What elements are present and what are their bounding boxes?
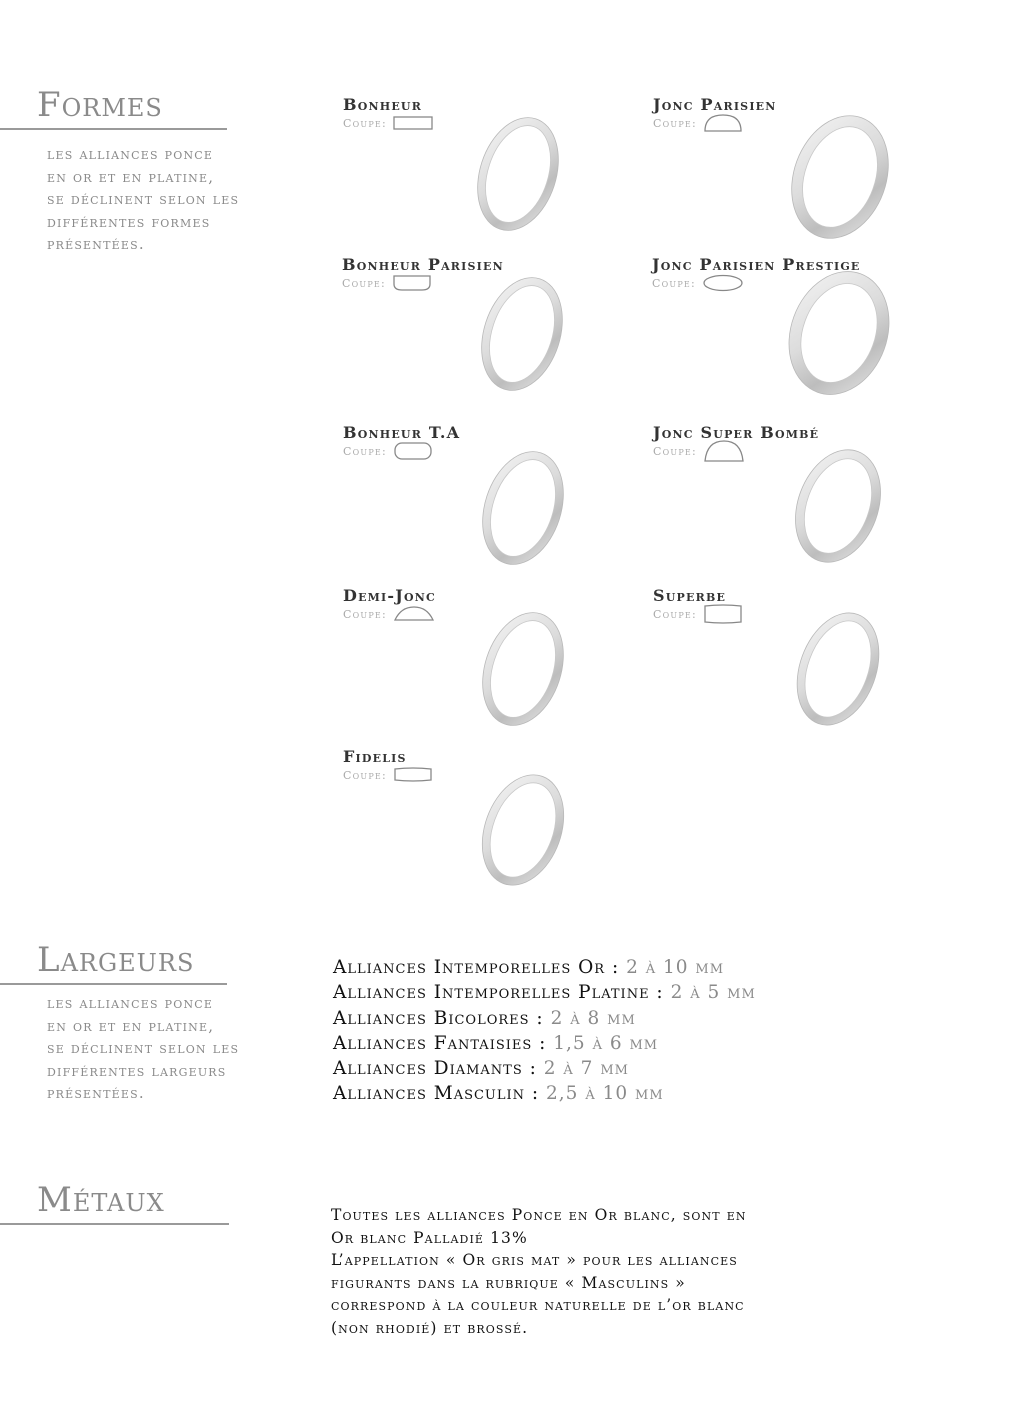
- largeurs-divider: [0, 983, 227, 985]
- formes-description-line: en or et en platine,: [47, 167, 215, 186]
- ring-image: [778, 109, 903, 244]
- shape-name: Bonheur: [343, 95, 423, 114]
- coupe: [343, 444, 433, 458]
- width-value: 2,5 à 10 mm: [546, 1083, 664, 1105]
- shape-name: Bonheur Parisien: [342, 255, 504, 274]
- coupe-label: Coupe:: [653, 444, 697, 458]
- formes-description: [47, 143, 247, 256]
- formes-description-line: présentées.: [47, 235, 145, 253]
- metaux-line: L’appellation « Or gris mat » pour les alliances: [331, 1251, 738, 1269]
- profile-low-dome-icon: [393, 605, 435, 623]
- ring-image: [468, 604, 578, 729]
- coupe: [342, 276, 432, 290]
- profile-rounded-bottom-icon: [392, 274, 432, 292]
- metaux-line: (non rhodié) et brossé.: [331, 1318, 529, 1337]
- shape-jonc-super-bombe: [653, 423, 933, 573]
- profile-half-dome-icon: [703, 113, 743, 133]
- shape-bonheur: [343, 95, 623, 245]
- shape-superbe: [653, 586, 933, 736]
- width-label: Alliances Intemporelles Platine :: [333, 982, 671, 1004]
- shape-bonheur-ta: [343, 423, 623, 573]
- largeurs-description-line: différentes largeurs: [47, 1061, 227, 1080]
- shape-name: Bonheur T.A: [343, 423, 461, 442]
- formes-description-line: les alliances ponce: [47, 145, 214, 163]
- metaux-title: Métaux: [37, 1180, 165, 1220]
- coupe-label: Coupe:: [343, 444, 387, 458]
- formes-divider: [0, 128, 227, 130]
- largeurs-description-line: se déclinent selon les: [47, 1039, 240, 1057]
- formes-description-line: se déclinent selon les: [47, 190, 240, 208]
- coupe: [652, 276, 744, 290]
- coupe: [653, 116, 743, 130]
- shape-bonheur-parisien: [342, 255, 622, 405]
- shape-name: Jonc Parisien Prestige: [652, 255, 861, 274]
- width-item: [333, 1081, 756, 1106]
- shape-name: Demi-Jonc: [343, 586, 436, 605]
- metaux-divider: [0, 1223, 229, 1225]
- width-value: 1,5 à 6 mm: [553, 1032, 659, 1054]
- metaux-line: figurants dans la rubrique « Masculins »: [331, 1273, 686, 1292]
- width-item: [333, 955, 756, 980]
- shape-name: Fidelis: [343, 747, 407, 766]
- width-item: [333, 1006, 756, 1031]
- widths-list: [333, 955, 756, 1107]
- shape-jonc-parisien: [653, 95, 933, 245]
- largeurs-description-line: présentées.: [47, 1084, 145, 1102]
- coupe: [653, 444, 745, 458]
- ring-image: [463, 109, 573, 234]
- coupe: [653, 607, 743, 621]
- metaux-line: Toutes les alliances Ponce en Or blanc, sont en: [331, 1206, 747, 1224]
- ring-image: [781, 441, 896, 566]
- largeurs-description-line: les alliances ponce: [47, 994, 214, 1012]
- profile-rectangle-icon: [393, 115, 433, 131]
- shape-name: Jonc Parisien: [653, 95, 777, 114]
- coupe-label: Coupe:: [653, 116, 697, 130]
- metaux-line: correspond à la couleur naturelle de l’or blanc: [331, 1296, 745, 1314]
- width-value: 2 à 8 mm: [550, 1007, 636, 1029]
- width-label: Alliances Masculin :: [333, 1083, 547, 1105]
- width-value: 2 à 5 mm: [670, 982, 756, 1004]
- shape-jonc-parisien-prestige: [652, 255, 932, 405]
- coupe-label: Coupe:: [343, 607, 387, 621]
- width-label: Alliances Bicolores :: [333, 1007, 551, 1029]
- profile-concave-rect-icon: [703, 603, 743, 625]
- largeurs-title: Largeurs: [37, 940, 195, 980]
- profile-rounded-rect-icon: [393, 441, 433, 461]
- profile-oval-icon: [702, 274, 744, 292]
- width-item: [333, 1056, 756, 1081]
- coupe-label: Coupe:: [343, 116, 387, 130]
- ring-image: [467, 269, 577, 394]
- profile-soft-rect-icon: [393, 766, 433, 784]
- metaux-line: Or blanc Palladié 13%: [331, 1228, 528, 1247]
- largeurs-description-line: en or et en platine,: [47, 1016, 215, 1035]
- width-item: [333, 1031, 756, 1056]
- width-label: Alliances Fantaisies :: [333, 1032, 554, 1054]
- ring-image: [781, 604, 896, 729]
- ring-image: [468, 765, 578, 890]
- coupe-label: Coupe:: [343, 768, 387, 782]
- width-value: 2 à 7 mm: [543, 1058, 629, 1080]
- coupe: [343, 116, 433, 130]
- shape-name: Superbe: [653, 586, 727, 605]
- width-label: Alliances Diamants :: [333, 1058, 544, 1080]
- shape-name: Jonc Super Bombé: [653, 423, 820, 442]
- ring-image: [468, 443, 578, 568]
- profile-high-dome-icon: [703, 439, 745, 463]
- coupe-label: Coupe:: [653, 607, 697, 621]
- shape-demi-jonc: [343, 586, 623, 736]
- width-item: [333, 980, 756, 1005]
- coupe: [343, 607, 435, 621]
- coupe: [343, 768, 433, 782]
- width-label: Alliances Intemporelles Or :: [333, 957, 627, 978]
- largeurs-description: [47, 992, 247, 1105]
- metaux-text: [331, 1204, 791, 1339]
- coupe-label: Coupe:: [652, 276, 696, 290]
- formes-title: Formes: [37, 85, 163, 125]
- coupe-label: Coupe:: [342, 276, 386, 290]
- shape-fidelis: [343, 747, 623, 897]
- width-value: 2 à 10 mm: [626, 957, 725, 978]
- ring-image: [777, 265, 902, 400]
- formes-description-line: différentes formes: [47, 212, 211, 231]
